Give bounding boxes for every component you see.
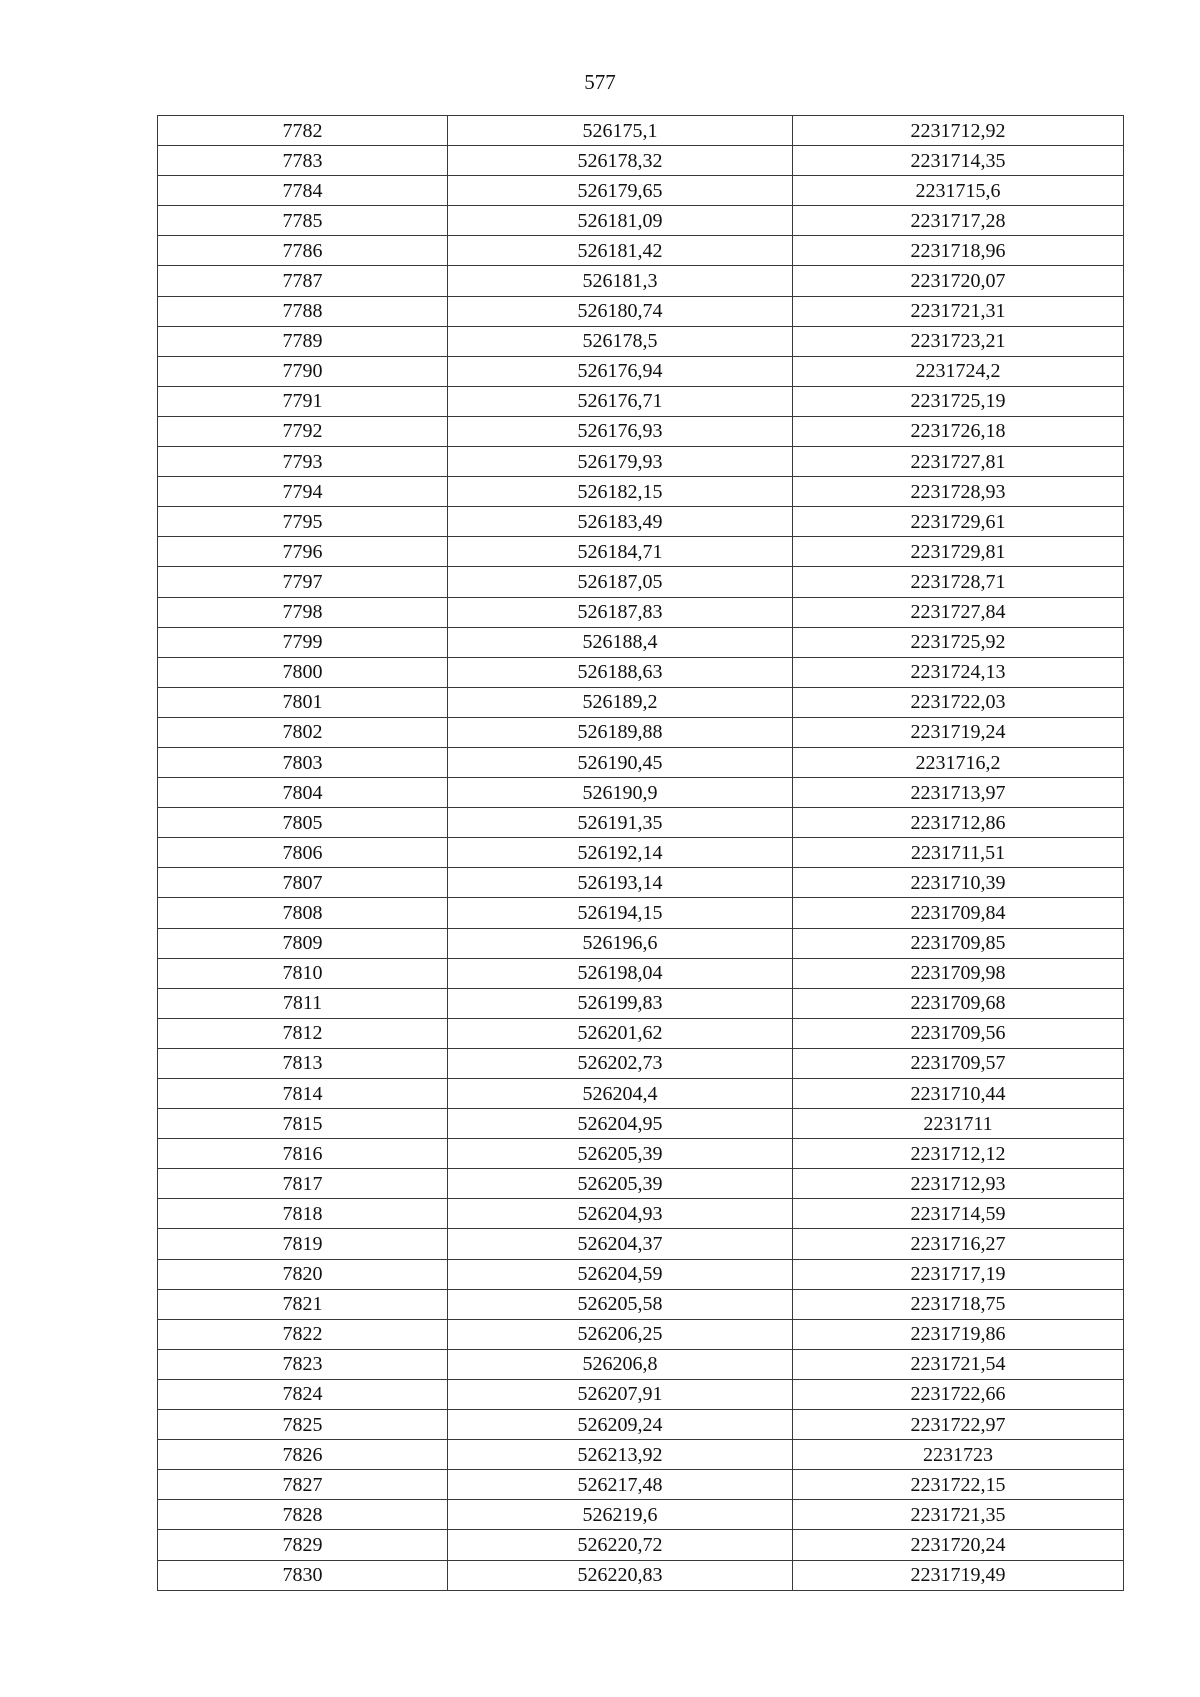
y-coordinate-cell: 2231714,35 <box>793 146 1124 176</box>
point-number-cell: 7784 <box>158 176 448 206</box>
y-coordinate-cell: 2231709,68 <box>793 988 1124 1018</box>
point-number-cell: 7828 <box>158 1500 448 1530</box>
y-coordinate-cell: 2231724,13 <box>793 657 1124 687</box>
y-coordinate-cell: 2231716,2 <box>793 747 1124 777</box>
y-coordinate-cell: 2231719,49 <box>793 1560 1124 1590</box>
table-row <box>158 206 1124 236</box>
point-number-cell: 7782 <box>158 116 448 146</box>
coordinates-table-body <box>158 116 1124 1591</box>
x-coordinate-cell: 526192,14 <box>448 838 793 868</box>
table-row <box>158 1109 1124 1139</box>
point-number-cell: 7819 <box>158 1229 448 1259</box>
table-row <box>158 687 1124 717</box>
y-coordinate-cell: 2231721,54 <box>793 1349 1124 1379</box>
x-coordinate-cell: 526181,3 <box>448 266 793 296</box>
point-number-cell: 7796 <box>158 537 448 567</box>
point-number-cell: 7823 <box>158 1349 448 1379</box>
x-coordinate-cell: 526180,74 <box>448 296 793 326</box>
x-coordinate-cell: 526191,35 <box>448 808 793 838</box>
table-row <box>158 597 1124 627</box>
y-coordinate-cell: 2231712,93 <box>793 1169 1124 1199</box>
point-number-cell: 7816 <box>158 1139 448 1169</box>
table-row <box>158 447 1124 477</box>
point-number-cell: 7815 <box>158 1109 448 1139</box>
x-coordinate-cell: 526205,39 <box>448 1169 793 1199</box>
table-row <box>158 717 1124 747</box>
point-number-cell: 7818 <box>158 1199 448 1229</box>
table-row <box>158 1319 1124 1349</box>
y-coordinate-cell: 2231712,86 <box>793 808 1124 838</box>
x-coordinate-cell: 526178,5 <box>448 326 793 356</box>
x-coordinate-cell: 526181,09 <box>448 206 793 236</box>
table-row <box>158 1229 1124 1259</box>
x-coordinate-cell: 526179,93 <box>448 447 793 477</box>
x-coordinate-cell: 526217,48 <box>448 1470 793 1500</box>
y-coordinate-cell: 2231729,61 <box>793 507 1124 537</box>
point-number-cell: 7786 <box>158 236 448 266</box>
point-number-cell: 7809 <box>158 928 448 958</box>
y-coordinate-cell: 2231712,12 <box>793 1139 1124 1169</box>
page-number: 577 <box>584 70 616 94</box>
x-coordinate-cell: 526188,63 <box>448 657 793 687</box>
x-coordinate-cell: 526188,4 <box>448 627 793 657</box>
x-coordinate-cell: 526205,58 <box>448 1289 793 1319</box>
table-row <box>158 988 1124 1018</box>
point-number-cell: 7820 <box>158 1259 448 1289</box>
y-coordinate-cell: 2231723,21 <box>793 326 1124 356</box>
y-coordinate-cell: 2231725,92 <box>793 627 1124 657</box>
table-row <box>158 326 1124 356</box>
table-row <box>158 778 1124 808</box>
y-coordinate-cell: 2231722,15 <box>793 1470 1124 1500</box>
point-number-cell: 7792 <box>158 416 448 446</box>
x-coordinate-cell: 526190,45 <box>448 747 793 777</box>
y-coordinate-cell: 2231709,57 <box>793 1048 1124 1078</box>
point-number-cell: 7805 <box>158 808 448 838</box>
table-row <box>158 898 1124 928</box>
point-number-cell: 7808 <box>158 898 448 928</box>
y-coordinate-cell: 2231728,71 <box>793 567 1124 597</box>
y-coordinate-cell: 2231709,56 <box>793 1018 1124 1048</box>
point-number-cell: 7827 <box>158 1470 448 1500</box>
table-row <box>158 537 1124 567</box>
y-coordinate-cell: 2231722,97 <box>793 1410 1124 1440</box>
x-coordinate-cell: 526204,4 <box>448 1079 793 1109</box>
y-coordinate-cell: 2231719,24 <box>793 717 1124 747</box>
y-coordinate-cell: 2231718,96 <box>793 236 1124 266</box>
point-number-cell: 7789 <box>158 326 448 356</box>
table-row <box>158 1289 1124 1319</box>
x-coordinate-cell: 526207,91 <box>448 1379 793 1409</box>
x-coordinate-cell: 526205,39 <box>448 1139 793 1169</box>
point-number-cell: 7824 <box>158 1379 448 1409</box>
table-row <box>158 1199 1124 1229</box>
y-coordinate-cell: 2231728,93 <box>793 477 1124 507</box>
table-row <box>158 1470 1124 1500</box>
table-row <box>158 928 1124 958</box>
table-row <box>158 1560 1124 1590</box>
table-row <box>158 808 1124 838</box>
point-number-cell: 7826 <box>158 1440 448 1470</box>
point-number-cell: 7830 <box>158 1560 448 1590</box>
point-number-cell: 7806 <box>158 838 448 868</box>
point-number-cell: 7788 <box>158 296 448 326</box>
point-number-cell: 7793 <box>158 447 448 477</box>
point-number-cell: 7812 <box>158 1018 448 1048</box>
x-coordinate-cell: 526193,14 <box>448 868 793 898</box>
table-row <box>158 266 1124 296</box>
y-coordinate-cell: 2231722,03 <box>793 687 1124 717</box>
x-coordinate-cell: 526194,15 <box>448 898 793 928</box>
x-coordinate-cell: 526181,42 <box>448 236 793 266</box>
point-number-cell: 7825 <box>158 1410 448 1440</box>
point-number-cell: 7787 <box>158 266 448 296</box>
x-coordinate-cell: 526201,62 <box>448 1018 793 1048</box>
table-row <box>158 386 1124 416</box>
point-number-cell: 7794 <box>158 477 448 507</box>
x-coordinate-cell: 526209,24 <box>448 1410 793 1440</box>
point-number-cell: 7797 <box>158 567 448 597</box>
y-coordinate-cell: 2231721,31 <box>793 296 1124 326</box>
y-coordinate-cell: 2231720,24 <box>793 1530 1124 1560</box>
y-coordinate-cell: 2231711,51 <box>793 838 1124 868</box>
y-coordinate-cell: 2231714,59 <box>793 1199 1124 1229</box>
table-row <box>158 1048 1124 1078</box>
y-coordinate-cell: 2231718,75 <box>793 1289 1124 1319</box>
y-coordinate-cell: 2231710,44 <box>793 1079 1124 1109</box>
table-row <box>158 1500 1124 1530</box>
x-coordinate-cell: 526213,92 <box>448 1440 793 1470</box>
coordinates-table <box>157 115 1124 1591</box>
x-coordinate-cell: 526179,65 <box>448 176 793 206</box>
point-number-cell: 7798 <box>158 597 448 627</box>
x-coordinate-cell: 526196,6 <box>448 928 793 958</box>
y-coordinate-cell: 2231727,84 <box>793 597 1124 627</box>
table-row <box>158 1530 1124 1560</box>
point-number-cell: 7821 <box>158 1289 448 1319</box>
x-coordinate-cell: 526220,72 <box>448 1530 793 1560</box>
y-coordinate-cell: 2231711 <box>793 1109 1124 1139</box>
point-number-cell: 7804 <box>158 778 448 808</box>
x-coordinate-cell: 526182,15 <box>448 477 793 507</box>
point-number-cell: 7802 <box>158 717 448 747</box>
point-number-cell: 7822 <box>158 1319 448 1349</box>
table-row <box>158 176 1124 206</box>
point-number-cell: 7801 <box>158 687 448 717</box>
x-coordinate-cell: 526219,6 <box>448 1500 793 1530</box>
x-coordinate-cell: 526183,49 <box>448 507 793 537</box>
table-row <box>158 356 1124 386</box>
x-coordinate-cell: 526189,2 <box>448 687 793 717</box>
y-coordinate-cell: 2231720,07 <box>793 266 1124 296</box>
x-coordinate-cell: 526187,05 <box>448 567 793 597</box>
x-coordinate-cell: 526198,04 <box>448 958 793 988</box>
table-row <box>158 1379 1124 1409</box>
x-coordinate-cell: 526184,71 <box>448 537 793 567</box>
x-coordinate-cell: 526206,25 <box>448 1319 793 1349</box>
y-coordinate-cell: 2231717,28 <box>793 206 1124 236</box>
y-coordinate-cell: 2231729,81 <box>793 537 1124 567</box>
y-coordinate-cell: 2231710,39 <box>793 868 1124 898</box>
table-row <box>158 507 1124 537</box>
x-coordinate-cell: 526175,1 <box>448 116 793 146</box>
table-row <box>158 116 1124 146</box>
x-coordinate-cell: 526220,83 <box>448 1560 793 1590</box>
point-number-cell: 7829 <box>158 1530 448 1560</box>
x-coordinate-cell: 526176,94 <box>448 356 793 386</box>
point-number-cell: 7799 <box>158 627 448 657</box>
point-number-cell: 7791 <box>158 386 448 416</box>
y-coordinate-cell: 2231709,84 <box>793 898 1124 928</box>
y-coordinate-cell: 2231715,6 <box>793 176 1124 206</box>
table-row <box>158 1259 1124 1289</box>
point-number-cell: 7811 <box>158 988 448 1018</box>
y-coordinate-cell: 2231723 <box>793 1440 1124 1470</box>
table-row <box>158 296 1124 326</box>
y-coordinate-cell: 2231722,66 <box>793 1379 1124 1409</box>
table-row <box>158 1410 1124 1440</box>
table-row <box>158 1440 1124 1470</box>
x-coordinate-cell: 526189,88 <box>448 717 793 747</box>
point-number-cell: 7795 <box>158 507 448 537</box>
x-coordinate-cell: 526199,83 <box>448 988 793 1018</box>
y-coordinate-cell: 2231719,86 <box>793 1319 1124 1349</box>
y-coordinate-cell: 2231717,19 <box>793 1259 1124 1289</box>
x-coordinate-cell: 526178,32 <box>448 146 793 176</box>
table-row <box>158 477 1124 507</box>
point-number-cell: 7813 <box>158 1048 448 1078</box>
x-coordinate-cell: 526204,59 <box>448 1259 793 1289</box>
table-row <box>158 1349 1124 1379</box>
table-row <box>158 416 1124 446</box>
y-coordinate-cell: 2231713,97 <box>793 778 1124 808</box>
table-row <box>158 1169 1124 1199</box>
table-row <box>158 868 1124 898</box>
y-coordinate-cell: 2231727,81 <box>793 447 1124 477</box>
y-coordinate-cell: 2231725,19 <box>793 386 1124 416</box>
x-coordinate-cell: 526204,37 <box>448 1229 793 1259</box>
point-number-cell: 7790 <box>158 356 448 386</box>
table-row <box>158 1079 1124 1109</box>
y-coordinate-cell: 2231721,35 <box>793 1500 1124 1530</box>
y-coordinate-cell: 2231716,27 <box>793 1229 1124 1259</box>
x-coordinate-cell: 526206,8 <box>448 1349 793 1379</box>
table-row <box>158 958 1124 988</box>
y-coordinate-cell: 2231726,18 <box>793 416 1124 446</box>
y-coordinate-cell: 2231712,92 <box>793 116 1124 146</box>
point-number-cell: 7810 <box>158 958 448 988</box>
x-coordinate-cell: 526187,83 <box>448 597 793 627</box>
table-row <box>158 1139 1124 1169</box>
table-row <box>158 236 1124 266</box>
x-coordinate-cell: 526204,93 <box>448 1199 793 1229</box>
point-number-cell: 7800 <box>158 657 448 687</box>
y-coordinate-cell: 2231709,98 <box>793 958 1124 988</box>
table-row <box>158 747 1124 777</box>
x-coordinate-cell: 526204,95 <box>448 1109 793 1139</box>
point-number-cell: 7817 <box>158 1169 448 1199</box>
table-row <box>158 627 1124 657</box>
point-number-cell: 7807 <box>158 868 448 898</box>
y-coordinate-cell: 2231709,85 <box>793 928 1124 958</box>
table-row <box>158 146 1124 176</box>
x-coordinate-cell: 526202,73 <box>448 1048 793 1078</box>
x-coordinate-cell: 526176,71 <box>448 386 793 416</box>
point-number-cell: 7803 <box>158 747 448 777</box>
point-number-cell: 7814 <box>158 1079 448 1109</box>
y-coordinate-cell: 2231724,2 <box>793 356 1124 386</box>
table-row <box>158 838 1124 868</box>
x-coordinate-cell: 526176,93 <box>448 416 793 446</box>
table-row <box>158 1018 1124 1048</box>
point-number-cell: 7785 <box>158 206 448 236</box>
x-coordinate-cell: 526190,9 <box>448 778 793 808</box>
table-row <box>158 567 1124 597</box>
point-number-cell: 7783 <box>158 146 448 176</box>
table-row <box>158 657 1124 687</box>
